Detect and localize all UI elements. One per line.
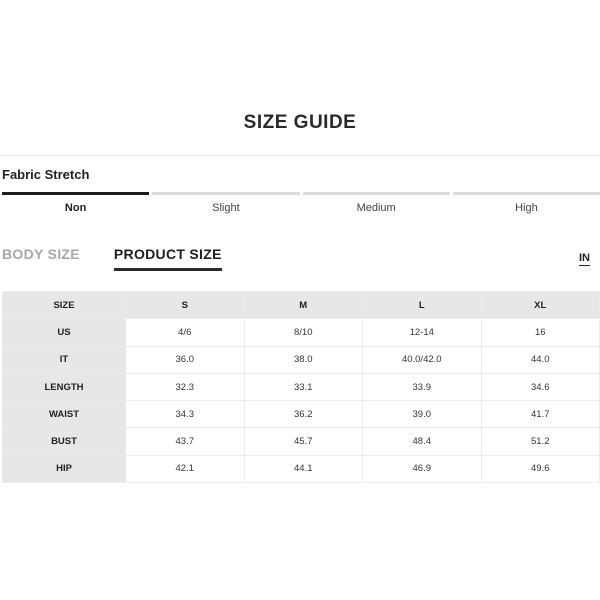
table-header-row [3, 292, 600, 319]
table-cell: 43.7 [126, 428, 245, 455]
row-label: US [3, 319, 126, 346]
table-cell: 34.6 [481, 373, 600, 400]
table-cell: 44.0 [481, 346, 600, 373]
table-row [3, 428, 600, 455]
stretch-bar-high [453, 192, 600, 195]
fabric-stretch-label: Fabric Stretch [2, 167, 90, 182]
size-tabs [2, 246, 256, 271]
row-label: BUST [3, 428, 126, 455]
table-cell: 32.3 [126, 373, 245, 400]
table-cell: 16 [481, 319, 600, 346]
table-cell: 49.6 [481, 455, 600, 482]
table-row [3, 373, 600, 400]
fabric-stretch-levels [2, 202, 600, 214]
table-cell: 33.9 [363, 373, 482, 400]
fabric-stretch-scale [2, 192, 600, 195]
table-cell: 33.1 [244, 373, 363, 400]
table-cell: 36.2 [244, 401, 363, 428]
table-cell: 42.1 [126, 455, 245, 482]
stretch-level-slight: Slight [212, 202, 240, 214]
table-cell: 44.1 [244, 455, 363, 482]
tab-product-size[interactable]: PRODUCT SIZE [114, 246, 222, 271]
tab-body-size[interactable]: BODY SIZE [2, 246, 80, 262]
stretch-level-medium: Medium [356, 202, 396, 214]
stretch-level-high: High [515, 202, 538, 214]
row-label: IT [3, 346, 126, 373]
row-label: HIP [3, 455, 126, 482]
table-cell: 8/10 [244, 319, 363, 346]
stretch-level-non: Non [64, 202, 87, 214]
table-header-cell: S [126, 292, 245, 319]
table-header-cell: XL [481, 292, 600, 319]
table-header-cell: M [244, 292, 363, 319]
table-cell: 12-14 [363, 319, 482, 346]
title-divider [0, 155, 600, 156]
table-cell: 46.9 [363, 455, 482, 482]
table-cell: 38.0 [244, 346, 363, 373]
table-cell: 40.0/42.0 [363, 346, 482, 373]
stretch-bar-non [2, 192, 149, 195]
table-header-cell: L [363, 292, 482, 319]
unit-toggle[interactable]: IN [579, 252, 590, 264]
stretch-bar-slight [152, 192, 299, 195]
page-title: SIZE GUIDE [243, 112, 357, 133]
table-cell: 45.7 [244, 428, 363, 455]
table-cell: 48.4 [363, 428, 482, 455]
table-cell: 36.0 [126, 346, 245, 373]
table-cell: 51.2 [481, 428, 600, 455]
size-table [2, 291, 600, 483]
table-header-cell: SIZE [3, 292, 126, 319]
table-cell: 4/6 [126, 319, 245, 346]
table-cell: 34.3 [126, 401, 245, 428]
table-cell: 39.0 [363, 401, 482, 428]
table-row [3, 319, 600, 346]
stretch-bar-medium [303, 192, 450, 195]
table-row [3, 455, 600, 482]
table-row [3, 401, 600, 428]
table-cell: 41.7 [481, 401, 600, 428]
row-label: LENGTH [3, 373, 126, 400]
row-label: WAIST [3, 401, 126, 428]
table-row [3, 346, 600, 373]
